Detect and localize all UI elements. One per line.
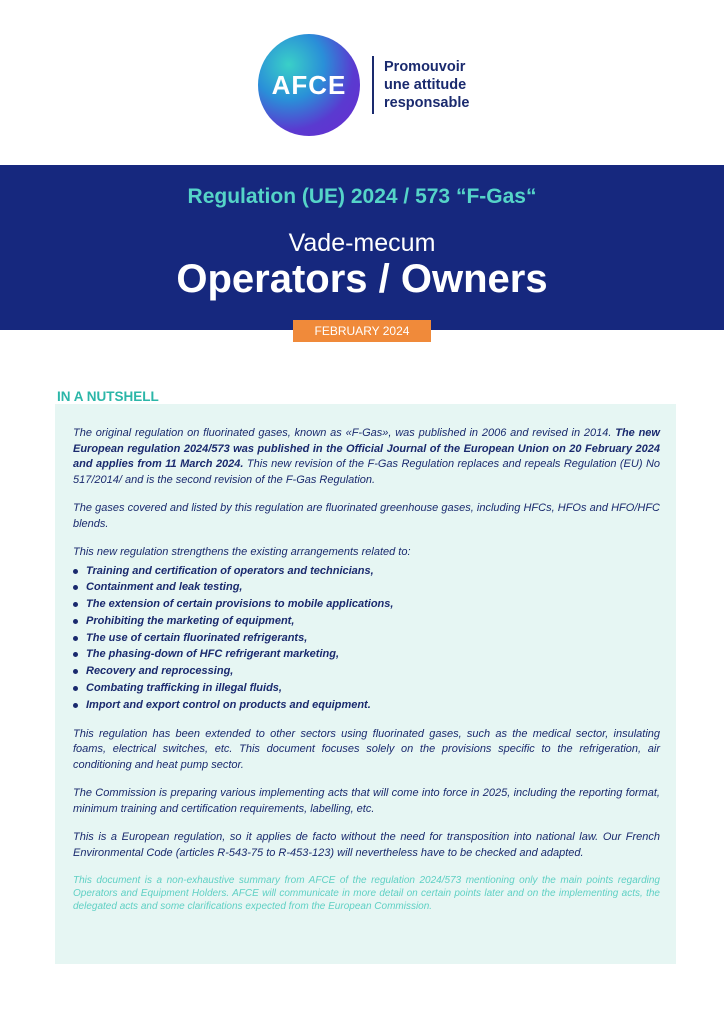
intro-text: The original regulation on fluorinated gases, known as «F-Gas», was published in 2006 and revised in 2014. <box>73 427 616 439</box>
regulation-subtitle: Regulation (UE) 2024 / 573 “F-Gas“ <box>187 185 537 208</box>
title-banner <box>0 165 724 330</box>
paragraph-gases: The gases covered and listed by this regulation are fluorinated greenhouse gases, including HFCs, HFOs and HFO/HFC blends. <box>73 502 660 530</box>
paragraph-commission: The Commission is preparing various implementing acts that will come into force in 2025, including the reporting format, minimum training and certification requirements, labelling, etc. <box>73 787 660 815</box>
tagline-line-1: Promouvoir <box>384 59 466 75</box>
tagline-line-3: responsable <box>384 95 470 111</box>
list-item: Prohibiting the marketing of equipment, <box>73 613 660 630</box>
list-item: The phasing-down of HFC refrigerant marketing, <box>73 646 660 663</box>
logo-divider <box>372 56 374 114</box>
paragraph-strengthens: This new regulation strengthens the existing arrangements related to: <box>73 546 411 558</box>
summary-content <box>73 426 660 926</box>
list-item: Containment and leak testing, <box>73 579 660 596</box>
list-item: Training and certification of operators and technicians, <box>73 563 660 580</box>
intro-bold-text: The new European regulation 2024/573 was published in the Official Journal of the European Union on 20 February 2024 and applies from 11 March 2024. <box>73 427 660 470</box>
list-item: Combating trafficking in illegal fluids, <box>73 680 660 697</box>
tagline-line-2: une attitude <box>384 77 467 93</box>
list-item: Import and export control on products and equipment. <box>73 697 660 714</box>
arrangements-list <box>73 563 660 714</box>
list-item: The extension of certain provisions to mobile applications, <box>73 596 660 613</box>
date-badge: FEBRUARY 2024 <box>293 320 431 342</box>
vade-mecum-label: Vade-mecum <box>288 229 436 257</box>
paragraph-sectors: This regulation has been extended to other sectors using fluorinated gases, such as the medical sector, insulating foams, electrical switches, etc. This document focuses solely on the provisions specific to the refrigeration, air conditioning and heat pump sector. <box>73 727 660 771</box>
logo-circle <box>258 34 360 136</box>
page-title: Operators / Owners <box>176 257 548 301</box>
list-item: The use of certain fluorinated refrigerants, <box>73 630 660 647</box>
afce-logo <box>258 34 469 136</box>
paragraph-european: This is a European regulation, so it applies de facto without the need for transposition into national law. Our French Environmental Code (articles R-543-75 to R-453-123) will nevertheless have to be checked and adapted. <box>73 831 660 859</box>
list-item: Recovery and reprocessing, <box>73 663 660 680</box>
intro-text-end: This new revision of the F-Gas Regulation replaces and repeals Regulation (EU) No 517/2014/ and is the second revision of the F-Gas Regulation. <box>73 458 661 486</box>
logo-tagline <box>384 58 469 112</box>
section-heading: IN A NUTSHELL <box>57 389 159 404</box>
paragraph-intro <box>73 426 660 488</box>
logo-text: AFCE <box>271 69 347 100</box>
disclaimer-note: This document is a non-exhaustive summary from AFCE of the regulation 2024/573 mentioning only the main points regarding Operators and Equipment Holders. AFCE will communicate in more detail on certain points later and on the implementing acts, the delegated acts and some clarifications expected from the European Commission. <box>73 875 660 913</box>
